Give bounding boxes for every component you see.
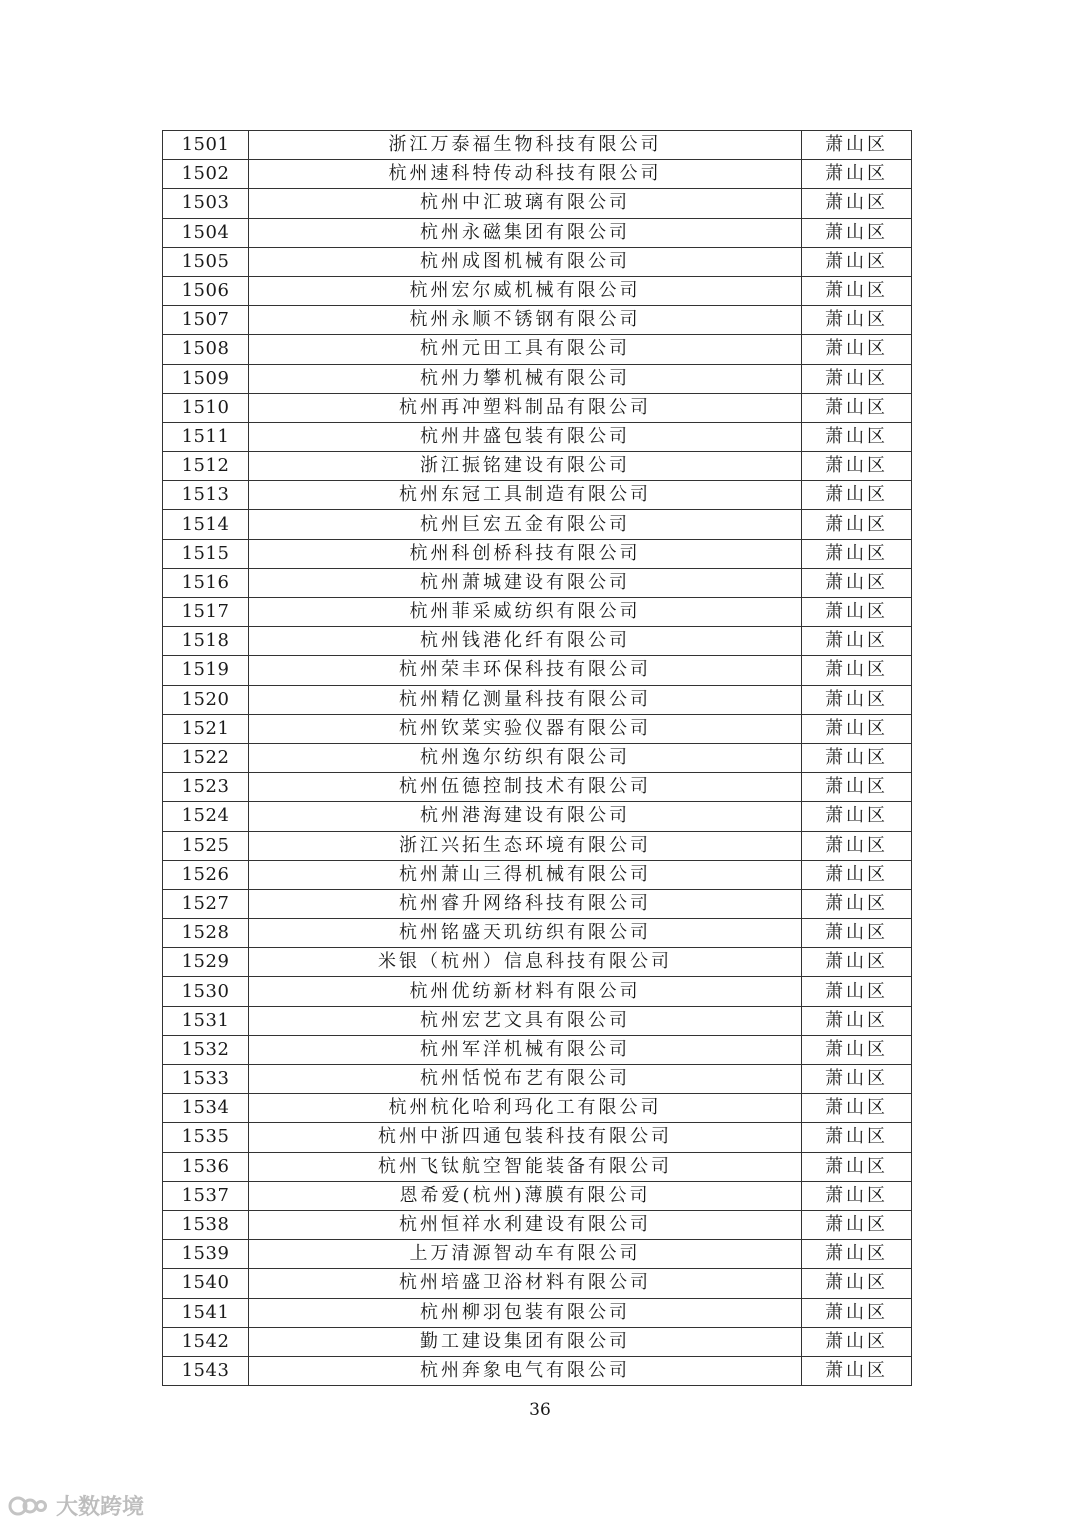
company-name: 杭州钦菜实验仪器有限公司 [249, 714, 802, 743]
row-number: 1529 [163, 948, 249, 977]
district-name: 萧山区 [802, 773, 912, 802]
company-name: 杭州培盛卫浴材料有限公司 [249, 1269, 802, 1298]
company-name: 杭州元田工具有限公司 [249, 335, 802, 364]
district-name: 萧山区 [802, 218, 912, 247]
table-row [163, 481, 912, 510]
table-row [163, 364, 912, 393]
table-row [163, 714, 912, 743]
row-number: 1502 [163, 160, 249, 189]
row-number: 1509 [163, 364, 249, 393]
district-name: 萧山区 [802, 627, 912, 656]
district-name: 萧山区 [802, 306, 912, 335]
company-name: 杭州萧山三得机械有限公司 [249, 860, 802, 889]
company-name: 杭州恬悦布艺有限公司 [249, 1065, 802, 1094]
row-number: 1522 [163, 743, 249, 772]
company-name: 杭州力攀机械有限公司 [249, 364, 802, 393]
table-row [163, 773, 912, 802]
row-number: 1532 [163, 1035, 249, 1064]
district-name: 萧山区 [802, 422, 912, 451]
district-name: 萧山区 [802, 598, 912, 627]
table-row [163, 1152, 912, 1181]
company-name: 米银（杭州）信息科技有限公司 [249, 948, 802, 977]
district-name: 萧山区 [802, 714, 912, 743]
row-number: 1501 [163, 131, 249, 160]
table-row [163, 860, 912, 889]
row-number: 1527 [163, 889, 249, 918]
district-name: 萧山区 [802, 364, 912, 393]
district-name: 萧山区 [802, 860, 912, 889]
table-row [163, 802, 912, 831]
table-row [163, 919, 912, 948]
company-name: 杭州东冠工具制造有限公司 [249, 481, 802, 510]
district-name: 萧山区 [802, 977, 912, 1006]
district-name: 萧山区 [802, 393, 912, 422]
company-name: 浙江万泰福生物科技有限公司 [249, 131, 802, 160]
district-name: 萧山区 [802, 539, 912, 568]
row-number: 1541 [163, 1298, 249, 1327]
company-name: 杭州巨宏五金有限公司 [249, 510, 802, 539]
table-row [163, 977, 912, 1006]
table-row [163, 1356, 912, 1385]
company-name: 浙江振铭建设有限公司 [249, 452, 802, 481]
table-row [163, 568, 912, 597]
table-row [163, 1298, 912, 1327]
table-row [163, 131, 912, 160]
table-row [163, 160, 912, 189]
company-name: 浙江兴拓生态环境有限公司 [249, 831, 802, 860]
brand-logo-icon [8, 1493, 50, 1519]
company-name: 杭州港海建设有限公司 [249, 802, 802, 831]
row-number: 1521 [163, 714, 249, 743]
company-name: 杭州成图机械有限公司 [249, 247, 802, 276]
company-name: 杭州萧城建设有限公司 [249, 568, 802, 597]
company-name: 杭州宏艺文具有限公司 [249, 1006, 802, 1035]
district-name: 萧山区 [802, 1298, 912, 1327]
company-name: 杭州宏尔威机械有限公司 [249, 276, 802, 305]
row-number: 1511 [163, 422, 249, 451]
district-name: 萧山区 [802, 568, 912, 597]
table-row [163, 218, 912, 247]
row-number: 1543 [163, 1356, 249, 1385]
table-row [163, 539, 912, 568]
table-row [163, 627, 912, 656]
district-name: 萧山区 [802, 685, 912, 714]
row-number: 1514 [163, 510, 249, 539]
district-name: 萧山区 [802, 1269, 912, 1298]
company-name: 杭州飞钛航空智能装备有限公司 [249, 1152, 802, 1181]
company-name: 杭州永磁集团有限公司 [249, 218, 802, 247]
row-number: 1515 [163, 539, 249, 568]
row-number: 1503 [163, 189, 249, 218]
watermark [8, 1490, 144, 1521]
table-row [163, 1065, 912, 1094]
row-number: 1526 [163, 860, 249, 889]
table-row [163, 656, 912, 685]
row-number: 1517 [163, 598, 249, 627]
row-number: 1520 [163, 685, 249, 714]
district-name: 萧山区 [802, 1152, 912, 1181]
company-name: 杭州睿升网络科技有限公司 [249, 889, 802, 918]
row-number: 1525 [163, 831, 249, 860]
row-number: 1524 [163, 802, 249, 831]
district-name: 萧山区 [802, 276, 912, 305]
district-name: 萧山区 [802, 510, 912, 539]
table-row [163, 1327, 912, 1356]
table-row [163, 306, 912, 335]
company-name: 杭州逸尔纺织有限公司 [249, 743, 802, 772]
company-name: 杭州中汇玻璃有限公司 [249, 189, 802, 218]
company-name: 勤工建设集团有限公司 [249, 1327, 802, 1356]
district-name: 萧山区 [802, 1006, 912, 1035]
company-name: 恩希爱(杭州)薄膜有限公司 [249, 1181, 802, 1210]
company-name: 上万清源智动车有限公司 [249, 1240, 802, 1269]
row-number: 1518 [163, 627, 249, 656]
row-number: 1505 [163, 247, 249, 276]
table-row [163, 948, 912, 977]
table-row [163, 452, 912, 481]
table-body [163, 131, 912, 1386]
company-name: 杭州优纺新材料有限公司 [249, 977, 802, 1006]
district-name: 萧山区 [802, 1035, 912, 1064]
company-name: 杭州中浙四通包装科技有限公司 [249, 1123, 802, 1152]
company-name: 杭州恒祥水利建设有限公司 [249, 1210, 802, 1239]
row-number: 1537 [163, 1181, 249, 1210]
row-number: 1516 [163, 568, 249, 597]
company-name: 杭州井盛包装有限公司 [249, 422, 802, 451]
company-name: 杭州荣丰环保科技有限公司 [249, 656, 802, 685]
district-name: 萧山区 [802, 481, 912, 510]
company-name: 杭州科创桥科技有限公司 [249, 539, 802, 568]
district-name: 萧山区 [802, 1123, 912, 1152]
row-number: 1536 [163, 1152, 249, 1181]
table-row [163, 1269, 912, 1298]
district-name: 萧山区 [802, 452, 912, 481]
company-name: 杭州军洋机械有限公司 [249, 1035, 802, 1064]
table-row [163, 1210, 912, 1239]
row-number: 1506 [163, 276, 249, 305]
district-name: 萧山区 [802, 743, 912, 772]
district-name: 萧山区 [802, 1065, 912, 1094]
row-number: 1519 [163, 656, 249, 685]
company-name: 杭州速科特传动科技有限公司 [249, 160, 802, 189]
table-row [163, 1094, 912, 1123]
table-row [163, 189, 912, 218]
row-number: 1533 [163, 1065, 249, 1094]
table-row [163, 1181, 912, 1210]
table-row [163, 743, 912, 772]
company-name: 杭州柳羽包装有限公司 [249, 1298, 802, 1327]
company-name: 杭州精亿测量科技有限公司 [249, 685, 802, 714]
row-number: 1539 [163, 1240, 249, 1269]
company-name: 杭州再冲塑料制品有限公司 [249, 393, 802, 422]
row-number: 1504 [163, 218, 249, 247]
district-name: 萧山区 [802, 948, 912, 977]
district-name: 萧山区 [802, 1210, 912, 1239]
company-name: 杭州奔象电气有限公司 [249, 1356, 802, 1385]
table-row [163, 247, 912, 276]
district-name: 萧山区 [802, 131, 912, 160]
row-number: 1542 [163, 1327, 249, 1356]
table-row [163, 1240, 912, 1269]
table-row [163, 685, 912, 714]
table-row [163, 831, 912, 860]
row-number: 1528 [163, 919, 249, 948]
district-name: 萧山区 [802, 189, 912, 218]
district-name: 萧山区 [802, 919, 912, 948]
row-number: 1535 [163, 1123, 249, 1152]
district-name: 萧山区 [802, 335, 912, 364]
district-name: 萧山区 [802, 1327, 912, 1356]
district-name: 萧山区 [802, 656, 912, 685]
watermark-text: 大数跨境 [56, 1495, 145, 1520]
district-name: 萧山区 [802, 889, 912, 918]
district-name: 萧山区 [802, 1240, 912, 1269]
table-row [163, 598, 912, 627]
row-number: 1530 [163, 977, 249, 1006]
company-name: 杭州永顺不锈钢有限公司 [249, 306, 802, 335]
company-name: 杭州钱港化纤有限公司 [249, 627, 802, 656]
district-name: 萧山区 [802, 831, 912, 860]
table-row [163, 422, 912, 451]
row-number: 1512 [163, 452, 249, 481]
company-name: 杭州伍德控制技术有限公司 [249, 773, 802, 802]
row-number: 1523 [163, 773, 249, 802]
row-number: 1540 [163, 1269, 249, 1298]
table-row [163, 1006, 912, 1035]
district-name: 萧山区 [802, 1094, 912, 1123]
district-name: 萧山区 [802, 1181, 912, 1210]
table-row [163, 276, 912, 305]
row-number: 1510 [163, 393, 249, 422]
table-row [163, 393, 912, 422]
table-row [163, 1035, 912, 1064]
table-row [163, 889, 912, 918]
row-number: 1507 [163, 306, 249, 335]
page-number: 36 [529, 1400, 551, 1420]
table-row [163, 335, 912, 364]
row-number: 1531 [163, 1006, 249, 1035]
district-name: 萧山区 [802, 160, 912, 189]
row-number: 1508 [163, 335, 249, 364]
company-name: 杭州杭化哈利玛化工有限公司 [249, 1094, 802, 1123]
table-row [163, 510, 912, 539]
district-name: 萧山区 [802, 802, 912, 831]
row-number: 1538 [163, 1210, 249, 1239]
company-name: 杭州铭盛天玑纺织有限公司 [249, 919, 802, 948]
company-name: 杭州菲采威纺织有限公司 [249, 598, 802, 627]
row-number: 1513 [163, 481, 249, 510]
row-number: 1534 [163, 1094, 249, 1123]
district-name: 萧山区 [802, 247, 912, 276]
table-row [163, 1123, 912, 1152]
company-table [162, 130, 912, 1386]
district-name: 萧山区 [802, 1356, 912, 1385]
